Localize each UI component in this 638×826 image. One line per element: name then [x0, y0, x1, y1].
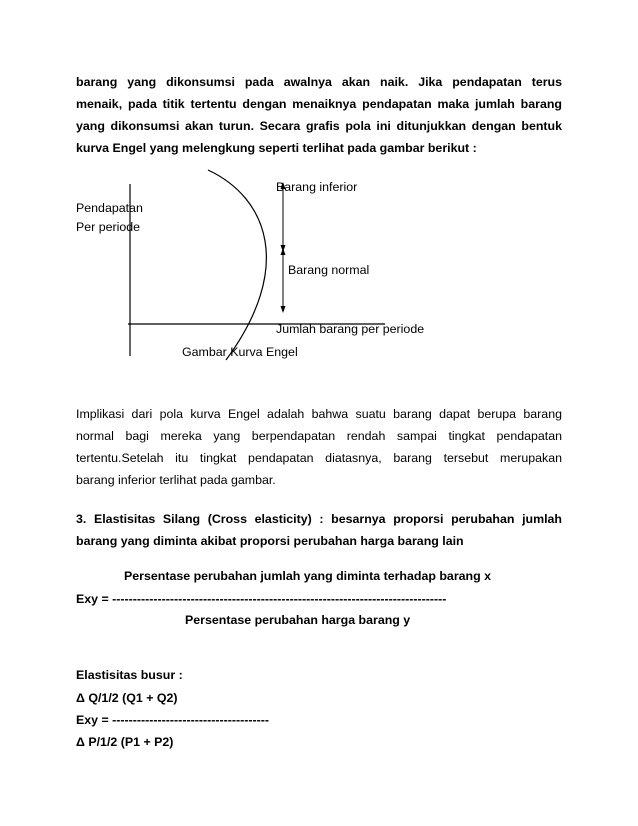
exy-lhs: Exy = ---------------------------------------------------------------------------------: [76, 592, 447, 606]
exy-denominator: Persentase perubahan harga barang y: [185, 613, 411, 627]
normal-arrow: [281, 248, 286, 313]
intro-line: yang dikonsumsi akan turun. Secara grafis pola ini ditunjukkan dengan bentuk: [76, 119, 562, 133]
label-barang-inferior: Barang inferior: [276, 180, 358, 194]
intro-line: barang yang dikonsumsi pada awalnya akan naik. Jika pendapatan terus: [76, 75, 562, 89]
intro-line: menaik, pada titik tertentu dengan menaiknya pendapatan maka jumlah barang: [76, 97, 562, 111]
label-pendapatan: Pendapatan: [76, 201, 143, 215]
arc-denominator: Δ P/1/2 (P1 + P2): [76, 735, 174, 749]
label-per-periode: Per periode: [76, 220, 141, 234]
cross-elasticity-line: barang yang diminta akibat proporsi perubahan harga barang lain: [76, 534, 464, 548]
arc-lhs: Exy = --------------------------------------: [76, 713, 269, 727]
figure-caption: Gambar Kurva Engel: [182, 345, 298, 359]
engel-curve: [208, 170, 266, 360]
label-barang-normal: Barang normal: [288, 263, 370, 277]
arc-elasticity-title: Elastisitas busur :: [76, 668, 183, 682]
implication-paragraph: [76, 403, 562, 491]
implication-line: tertentu.Setelah itu tingkat pendapatan diatasnya, barang tersebut merupakan: [76, 451, 562, 465]
implication-line: Implikasi dari pola kurva Engel adalah bahwa suatu barang dapat berupa barang: [76, 407, 562, 421]
implication-line: barang inferior terlihat pada gambar.: [76, 473, 276, 487]
implication-line: normal bagi mereka yang berpendapatan rendah sampai tingkat pendapatan: [76, 429, 562, 443]
label-jumlah-barang: Jumlah barang per periode: [276, 322, 425, 336]
arc-numerator: Δ Q/1/2 (Q1 + Q2): [76, 691, 178, 705]
cross-elasticity-line: 3. Elastisitas Silang (Cross elasticity) : besarnya proporsi perubahan jumlah: [76, 512, 562, 526]
cross-elasticity-heading: [76, 508, 562, 552]
exy-numerator: Persentase perubahan jumlah yang diminta terhadap barang x: [124, 569, 492, 583]
intro-line: kurva Engel yang melengkung seperti terlihat pada gambar berikut :: [76, 141, 477, 155]
